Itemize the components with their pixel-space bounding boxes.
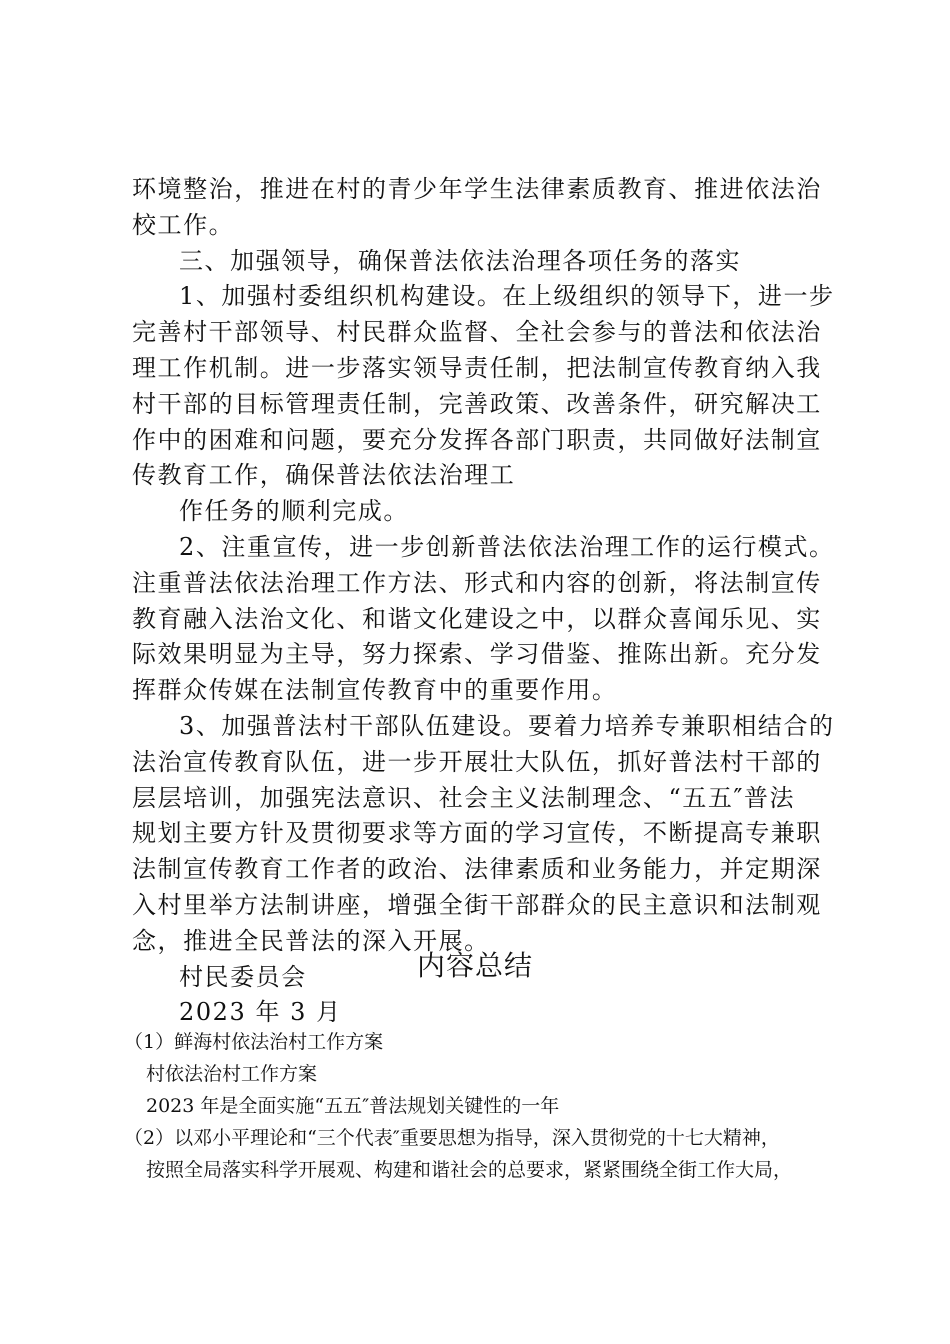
signature-date: 2023 年 3 月 xyxy=(179,998,342,1027)
body-line: 村干部的目标管理责任制，完善政策、改善条件，研究解决工 xyxy=(132,389,822,418)
summary-line: 村依法治村工作方案 xyxy=(146,1063,318,1085)
body-line: 2、注重宣传，进一步创新普法依法治理工作的运行模式。 xyxy=(179,532,835,561)
summary-section xyxy=(124,1026,844,1186)
body-line: 挥群众传媒在法制宣传教育中的重要作用。 xyxy=(132,676,618,705)
body-line: 理工作机制。进一步落实领导责任制，把法制宣传教育纳入我 xyxy=(132,353,822,382)
section-heading: 三、加强领导，确保普法依法治理各项任务的落实 xyxy=(179,246,742,275)
signature-org: 村民委员会 xyxy=(179,962,307,991)
body-line: 入村里举方法制讲座，增强全街干部群众的民主意识和法制观 xyxy=(132,890,822,919)
summary-line: 按照全局落实科学开展观、构建和谐社会的总要求，紧紧围绕全街工作大局， xyxy=(146,1159,793,1181)
body-line: 环境整治，推进在村的青少年学生法律素质教育、推进依法治 xyxy=(132,175,822,203)
summary-title: 内容总结 xyxy=(416,949,533,982)
body-line: 法制宣传教育工作者的政治、法律素质和业务能力，并定期深 xyxy=(132,855,822,884)
body-line: 教育融入法治文化、和谐文化建设之中，以群众喜闻乐见、实 xyxy=(132,604,822,633)
body-line: 法治宣传教育队伍，进一步开展壮大队伍，抓好普法村干部的 xyxy=(132,747,822,776)
body-line: 层层培训，加强宪法意识、社会主义法制理念、“五五″普法 xyxy=(132,783,796,812)
body-line: 规划主要方针及贯彻要求等方面的学习宣传，不断提高专兼职 xyxy=(132,819,822,848)
body-line: 3、加强普法村干部队伍建设。要着力培养专兼职相结合的 xyxy=(179,711,835,740)
body-line: 1、加强村委组织机构建设。在上级组织的领导下，进一步 xyxy=(179,282,835,311)
summary-line: （1）鲜海村依法治村工作方案 xyxy=(124,1031,384,1053)
body-line: 际效果明显为主导，努力探索、学习借鉴、推陈出新。充分发 xyxy=(132,640,822,669)
body-text xyxy=(132,172,835,1031)
body-line: 念，推进全民普法的深入开展。 xyxy=(132,926,490,955)
body-line: 注重普法依法治理工作方法、形式和内容的创新，将法制宣传 xyxy=(132,568,822,597)
summary-line: 2023 年是全面实施“五五″普法规划关键性的一年 xyxy=(146,1095,560,1117)
body-line: 校工作。 xyxy=(132,210,235,239)
body-line: 作任务的顺利完成。 xyxy=(179,497,409,526)
body-line: 完善村干部领导、村民群众监督、全社会参与的普法和依法治 xyxy=(132,318,822,347)
body-line: 传教育工作，确保普法依法治理工 xyxy=(132,461,516,490)
body-line: 作中的困难和问题，要充分发挥各部门职责，共同做好法制宣 xyxy=(132,425,822,454)
summary-line: （2）以邓小平理论和“三个代表″重要思想为指导，深入贯彻党的十七大精神， xyxy=(124,1127,780,1149)
